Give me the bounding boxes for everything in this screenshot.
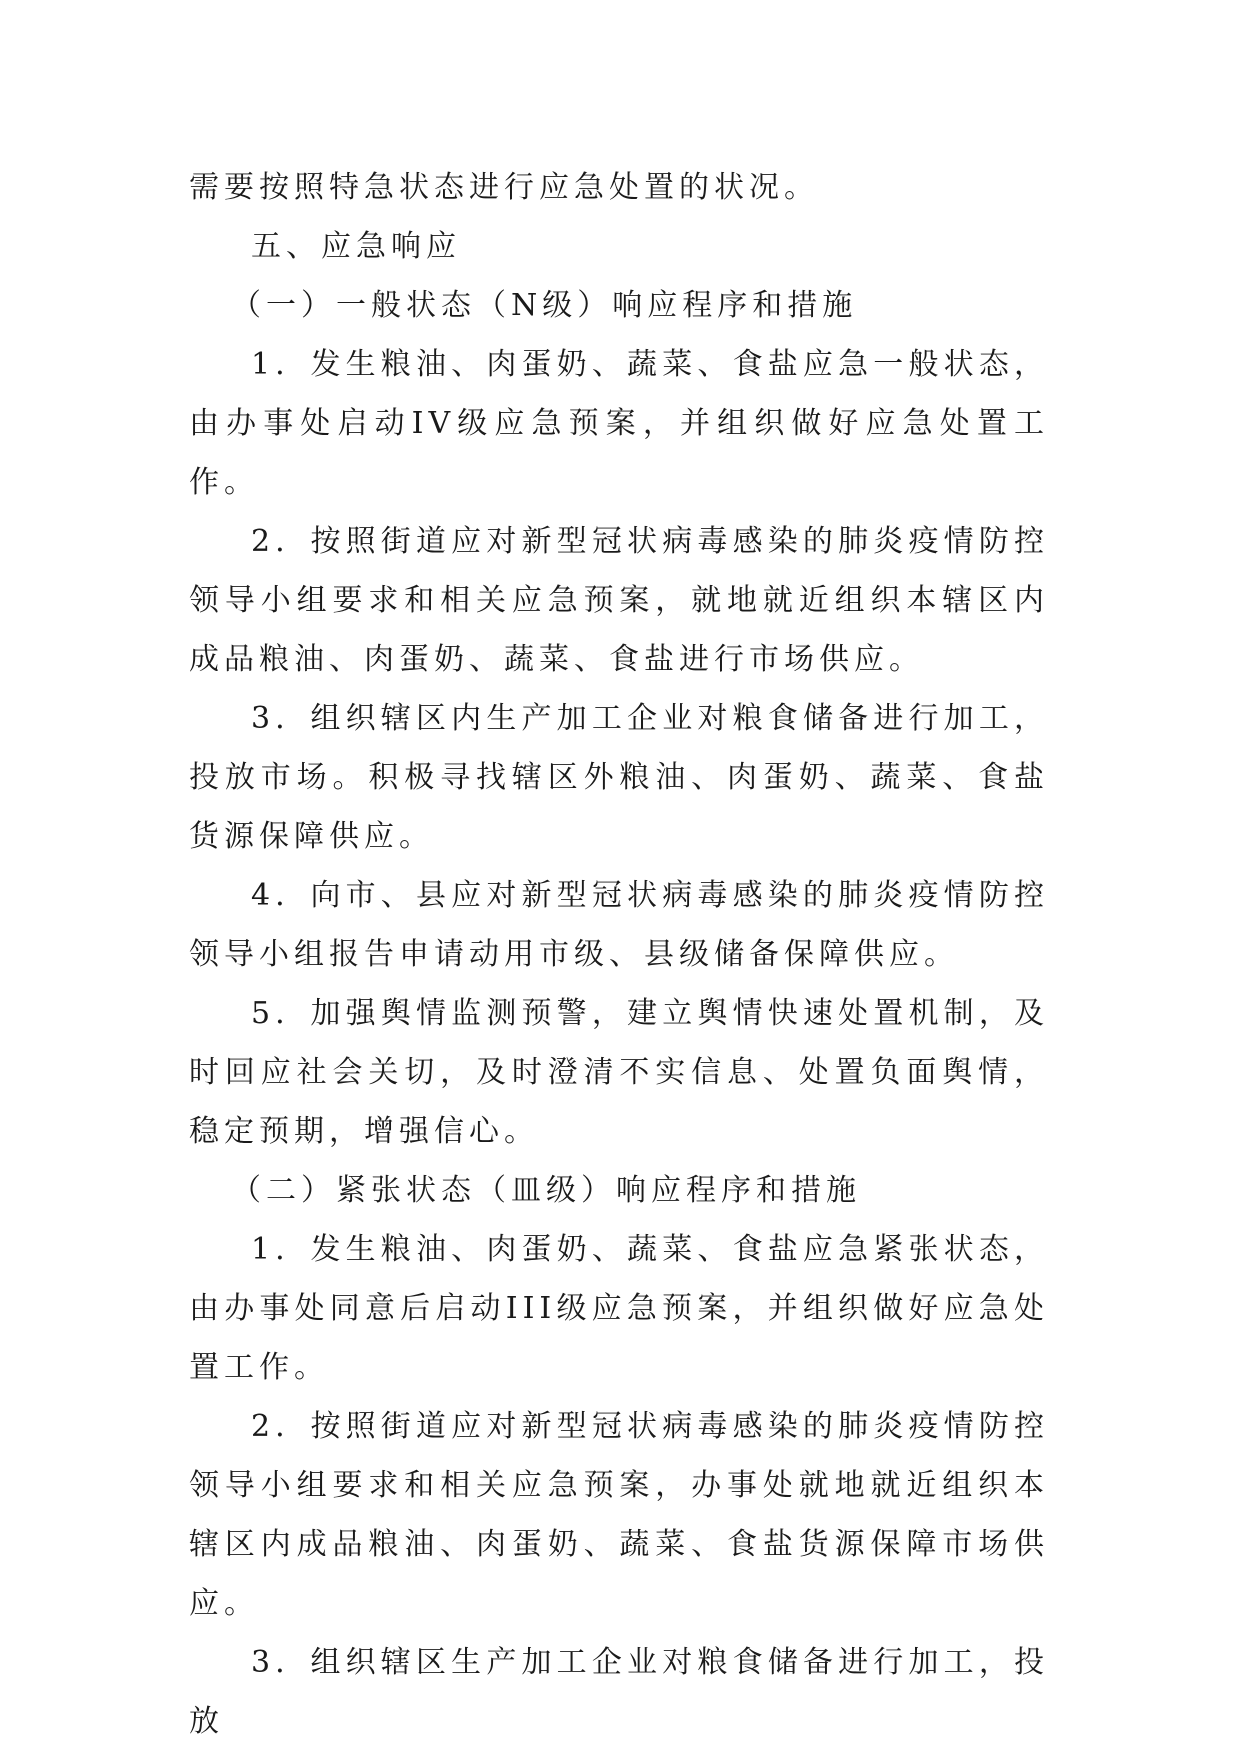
subsection-heading: （二）紧张状态（皿级）响应程序和措施 [231, 1173, 861, 1208]
paragraph: 5．加强舆情监测预警，建立舆情快速处置机制，及时回应社会关切，及时澄清不实信息、处置负面舆情，稳定预期，增强信心。 [189, 996, 1049, 1149]
section-heading: 五、应急响应 [251, 229, 461, 264]
paragraph: 2．按照街道应对新型冠状病毒感染的肺炎疫情防控领导小组要求和相关应急预案，就地就近组织本辖区内成品粮油、肉蛋奶、蔬菜、食盐进行市场供应。 [189, 524, 1049, 677]
document-body [189, 158, 1049, 1751]
paragraph: 3．组织辖区内生产加工企业对粮食储备进行加工，投放市场。积极寻找辖区外粮油、肉蛋奶、蔬菜、食盐货源保障供应。 [189, 701, 1049, 854]
paragraph: 3．组织辖区生产加工企业对粮食储备进行加工，投放 [189, 1645, 1049, 1739]
paragraph: 1．发生粮油、肉蛋奶、蔬菜、食盐应急紧张状态，由办事处同意后启动III级应急预案，并组织做好应急处置工作。 [189, 1232, 1049, 1385]
paragraph: 4．向市、县应对新型冠状病毒感染的肺炎疫情防控领导小组报告申请动用市级、县级储备保障供应。 [189, 878, 1049, 972]
paragraph: 1．发生粮油、肉蛋奶、蔬菜、食盐应急一般状态，由办事处启动IV级应急预案，并组织做好应急处置工作。 [189, 347, 1049, 500]
paragraph-continuation: 需要按照特急状态进行应急处置的状况。 [189, 170, 819, 205]
subsection-heading: （一）一般状态（N级）响应程序和措施 [231, 288, 858, 323]
paragraph: 2．按照街道应对新型冠状病毒感染的肺炎疫情防控领导小组要求和相关应急预案，办事处就地就近组织本辖区内成品粮油、肉蛋奶、蔬菜、食盐货源保障市场供应。 [189, 1409, 1049, 1621]
